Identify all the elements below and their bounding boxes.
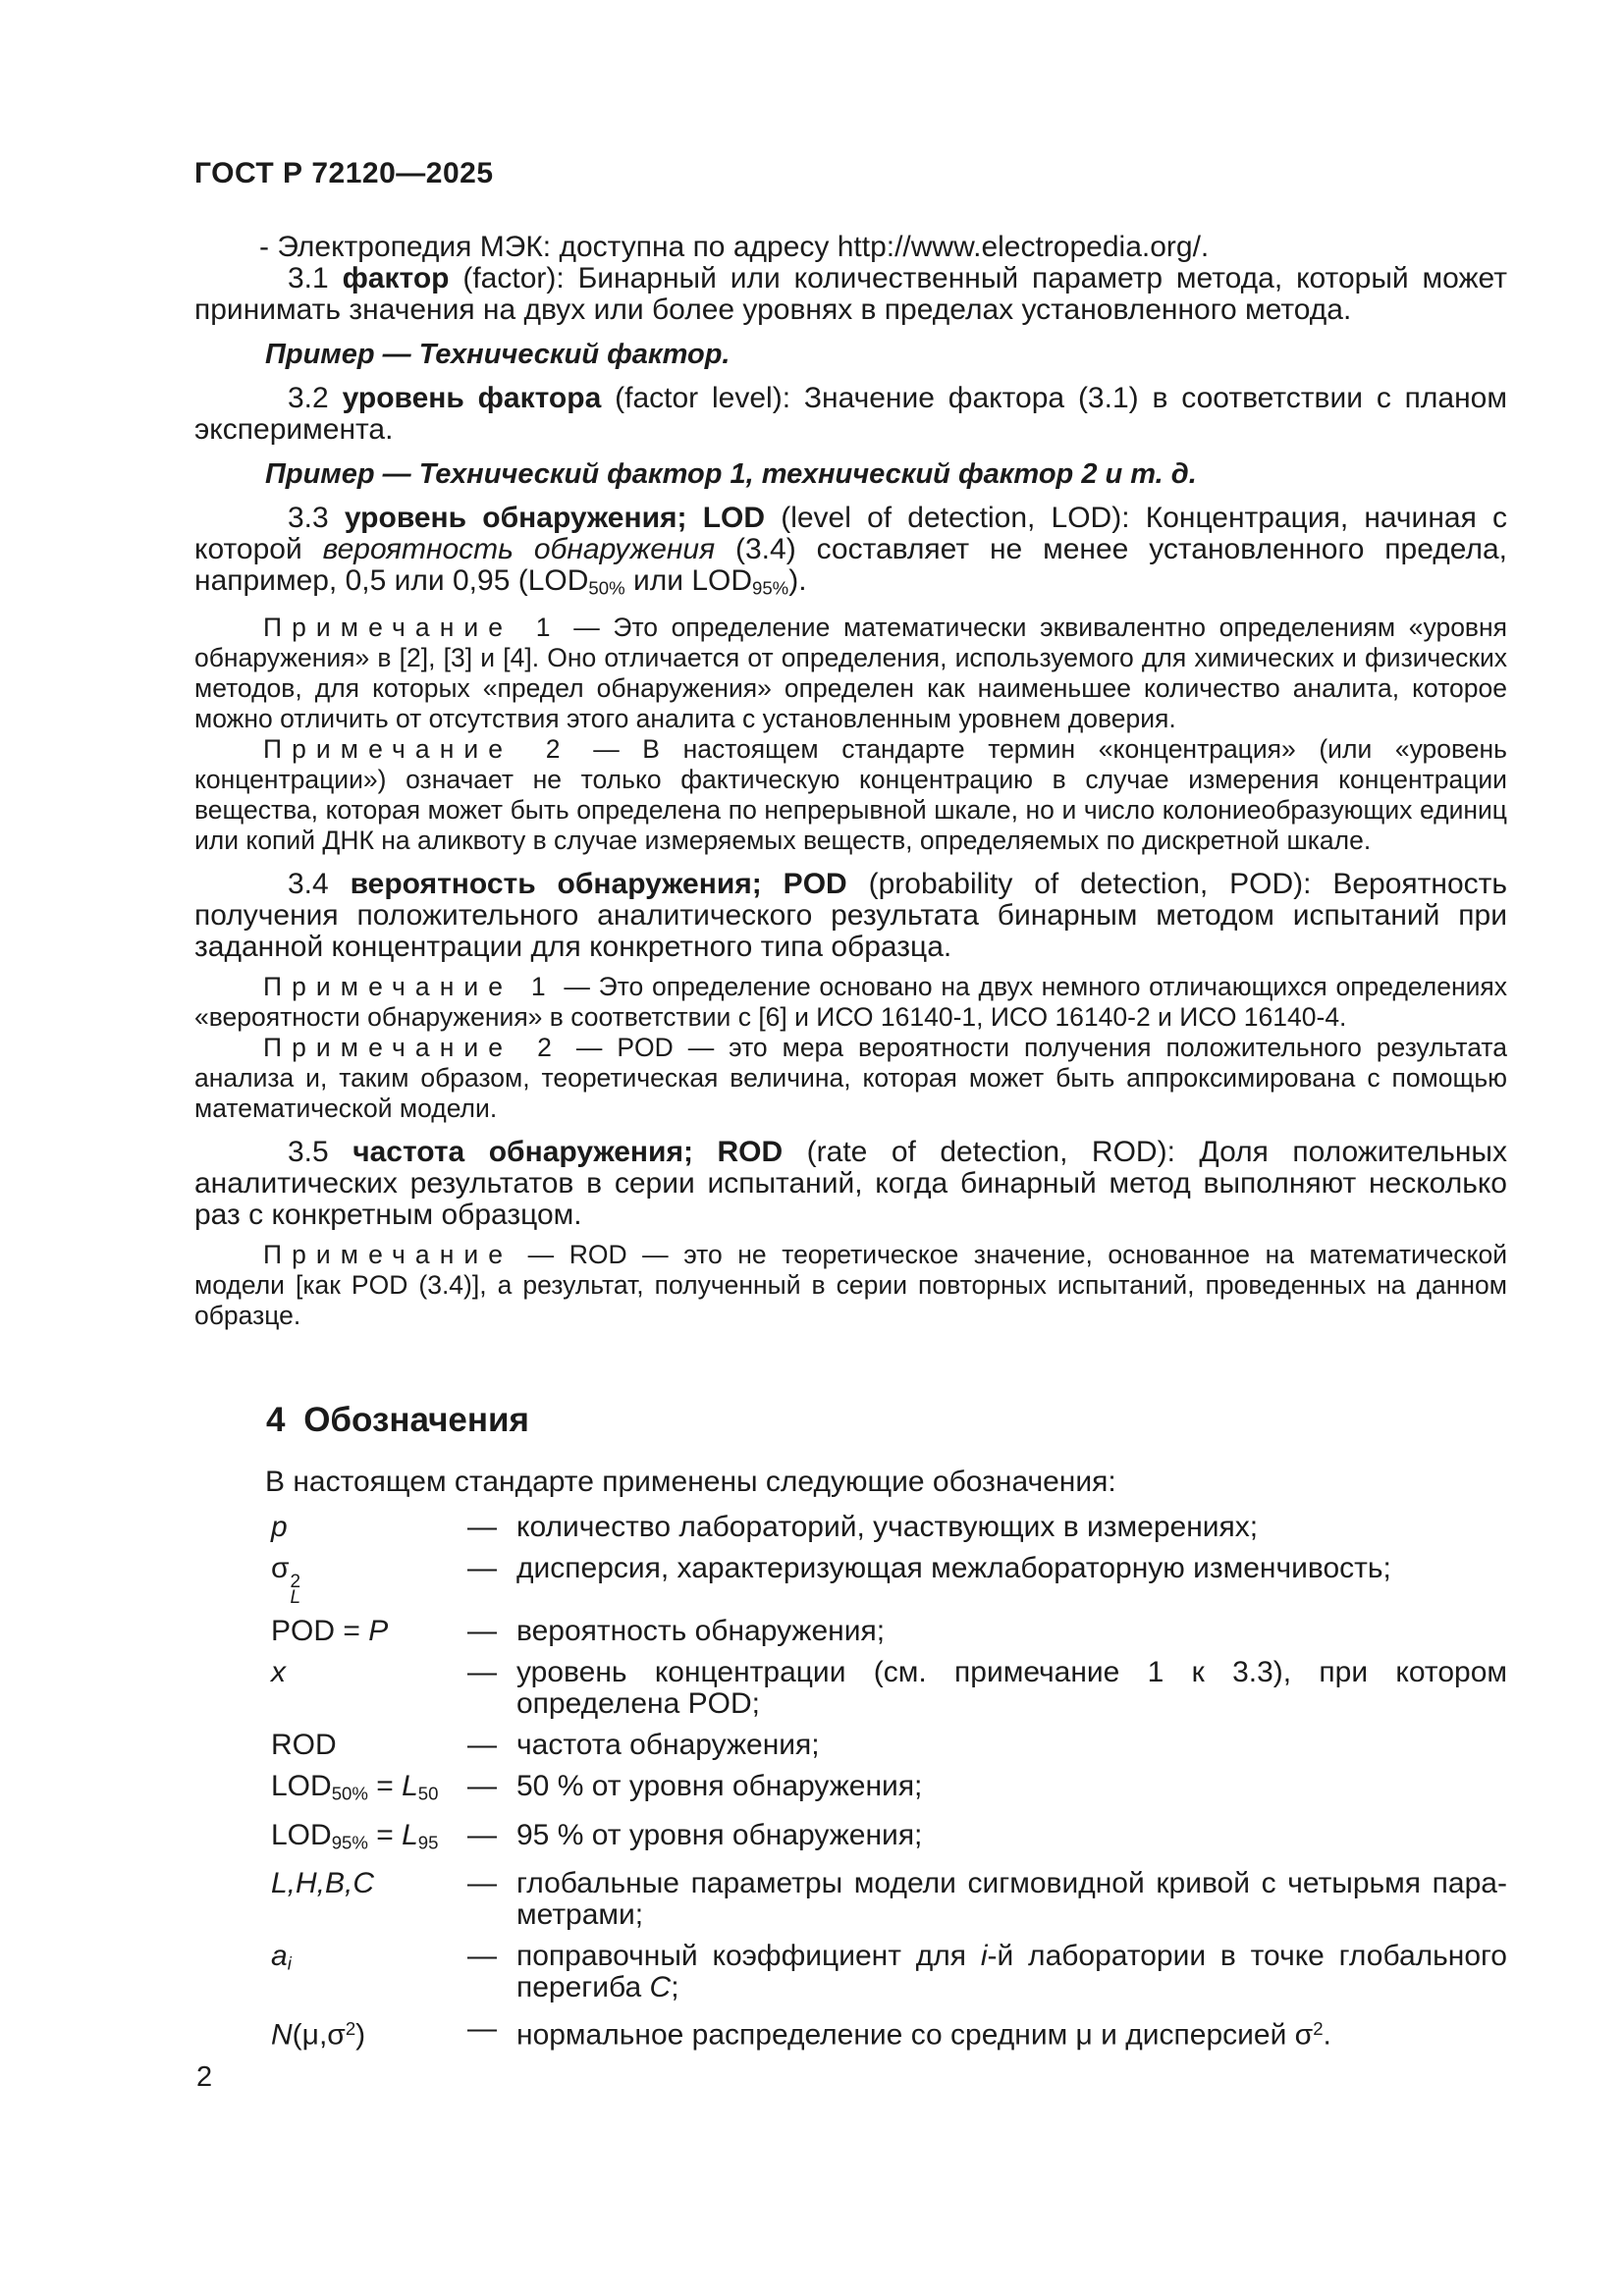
dash-separator: — [467, 1552, 497, 1585]
symbol-x: x [271, 1656, 286, 1689]
symbol-description: нормальное распределение со средним μ и дисперсией $\sigma^2$. [516, 2018, 1331, 2052]
symbol-description: глобальные параметры модели сигмовидной кривой с четырьмя параметрами; [516, 1867, 1507, 1932]
example-3-2: Пример — Технический фактор 1, технический фактор 2 и т. д. [265, 458, 1197, 490]
dash-separator: — [467, 2012, 497, 2046]
symbol-row [194, 1657, 1507, 1720]
symbol-p: p [271, 1511, 288, 1544]
symbol-row [194, 1616, 1507, 1647]
note-3-4-2: Примечание 2 — POD — это мера вероятности получения положительного результата анализа и, таким образом, теоретическая величина, которая может быть аппроксимирована с помощью математической модели. [194, 1033, 1507, 1124]
symbol-sigma-L2: σ 2 L [271, 1552, 301, 1609]
para-electropedia: - Электропедия МЭК: доступна по адресу http://www.electropedia.org/. [259, 231, 1210, 263]
symbol-row [194, 1552, 1507, 1609]
note-3-4-1: Примечание 1 — Это определение основано на двух немного отличающихся определениях «вероятности обнаружения» в соответствии с [6] и ИСО 16140-1, ИСО 16140-2 и ИСО 16140-4. [194, 972, 1508, 1033]
symbol-rod: ROD [271, 1729, 337, 1762]
para-3-5: 3.5 частота обнаружения; ROD (rate of detection, ROD): Доля положительных аналитических результатов в серии испытаний, когда бинарный метод выполняют несколько раз с конкретным образцом. [194, 1136, 1507, 1232]
section-4-heading: 4 Обозначения [266, 1401, 529, 1440]
note-3-3-1: Примечание 1 — Это определение математически эквивалентно определениям «уровня обнаружения» в [2], [3] и [4]. Оно отличается от определения, используемого для химических и физических методов, для которых «предел обнаружения» определен как наименьшее количество аналита, которое можно отличить от отсутствия этого аналита с установленным уровнем доверия. [194, 613, 1507, 734]
document-header: ГОСТ Р 72120—2025 [194, 157, 494, 189]
page-number: 2 [196, 2061, 213, 2093]
symbol-description: поправочный коэффициент для i-й лаборатории в точке глобального перегиба C; [516, 1940, 1507, 2004]
symbol-description: частота обнаружения; [516, 1729, 820, 1762]
dash-separator: — [467, 1818, 497, 1851]
dash-separator: — [467, 1940, 497, 1973]
symbols-list [194, 1512, 1507, 2051]
symbol-row [194, 1512, 1507, 1543]
dash-separator: — [467, 1729, 497, 1762]
symbol-ai: ai [271, 1940, 292, 1974]
symbol-row [194, 1941, 1507, 2003]
symbol-pod: POD = P [271, 1615, 389, 1648]
dash-separator: — [467, 1511, 497, 1544]
symbol-lod50: LOD50% = L50 [271, 1770, 439, 1804]
para-3-3: 3.3 уровень обнаружения; LOD (level of detection, LOD): Концентрация, начиная с которой вероятность обнаружения (3.4) составляет не менее установленного предела, например, 0,5 или 0,95 (LOD50% или LOD95%). [194, 502, 1507, 599]
para-3-2: 3.2 уровень фактора (factor level): Значение фактора (3.1) в соответствии с планом эксперимента. [194, 382, 1507, 446]
dash-separator: — [467, 1867, 497, 1900]
symbol-description: уровень концентрации (см. примечание 1 к 3.3), при котором определена POD; [516, 1656, 1507, 1721]
symbol-normal-distribution: $N(\mu,\sigma^2)$ [271, 2018, 366, 2052]
para-3-1: 3.1 фактор (factor): Бинарный или количественный параметр метода, который может принимать значения на двух или более уровнях в пределах установленного метода. [194, 262, 1507, 326]
dash-separator: — [467, 1770, 497, 1803]
symbol-row [194, 1730, 1507, 1761]
dash-separator: — [467, 1656, 497, 1689]
example-3-1: Пример — Технический фактор. [265, 339, 731, 370]
symbol-description: 95 % от уровня обнаружения; [516, 1818, 923, 1851]
symbol-description: вероятность обнаружения; [516, 1615, 886, 1648]
symbol-description: 50 % от уровня обнаружения; [516, 1770, 923, 1803]
symbol-description: количество лабораторий, участвующих в измерениях; [516, 1511, 1259, 1544]
symbol-lhbc: L,H,B,C [271, 1867, 375, 1900]
symbol-row [194, 1771, 1507, 1809]
dash-separator: — [467, 1615, 497, 1648]
symbol-row [194, 2013, 1507, 2051]
symbol-row [194, 1868, 1507, 1931]
section-4-intro: В настоящем стандарте применены следующие обозначения: [265, 1466, 1116, 1499]
symbol-lod95: LOD95% = L95 [271, 1818, 439, 1853]
para-3-4: 3.4 вероятность обнаружения; POD (probability of detection, POD): Вероятность получения положительного аналитического результата бинарным методом испытаний при заданной концентрации для конкретного типа образца. [194, 868, 1507, 964]
document-body [194, 157, 1507, 2061]
note-3-5: Примечание — ROD — это не теоретическое значение, основанное на математической модели [как POD (3.4)], а результат, полученный в серии повторных испытаний, проведенных на данном образце. [194, 1240, 1507, 1331]
symbol-row [194, 1820, 1507, 1858]
note-3-3-2: Примечание 2 — В настоящем стандарте термин «концентрация» (или «уровень концентрации») означает не только фактическую концентрацию в случае измерения концентрации вещества, которая может быть определена по непрерывной шкале, но и число колониеобразующих единиц или копий ДНК на аликвоту в случае измеряемых веществ, определяемых по дискретной шкале. [194, 734, 1507, 856]
symbol-description: дисперсия, характеризующая межлабораторную изменчивость; [516, 1552, 1391, 1585]
